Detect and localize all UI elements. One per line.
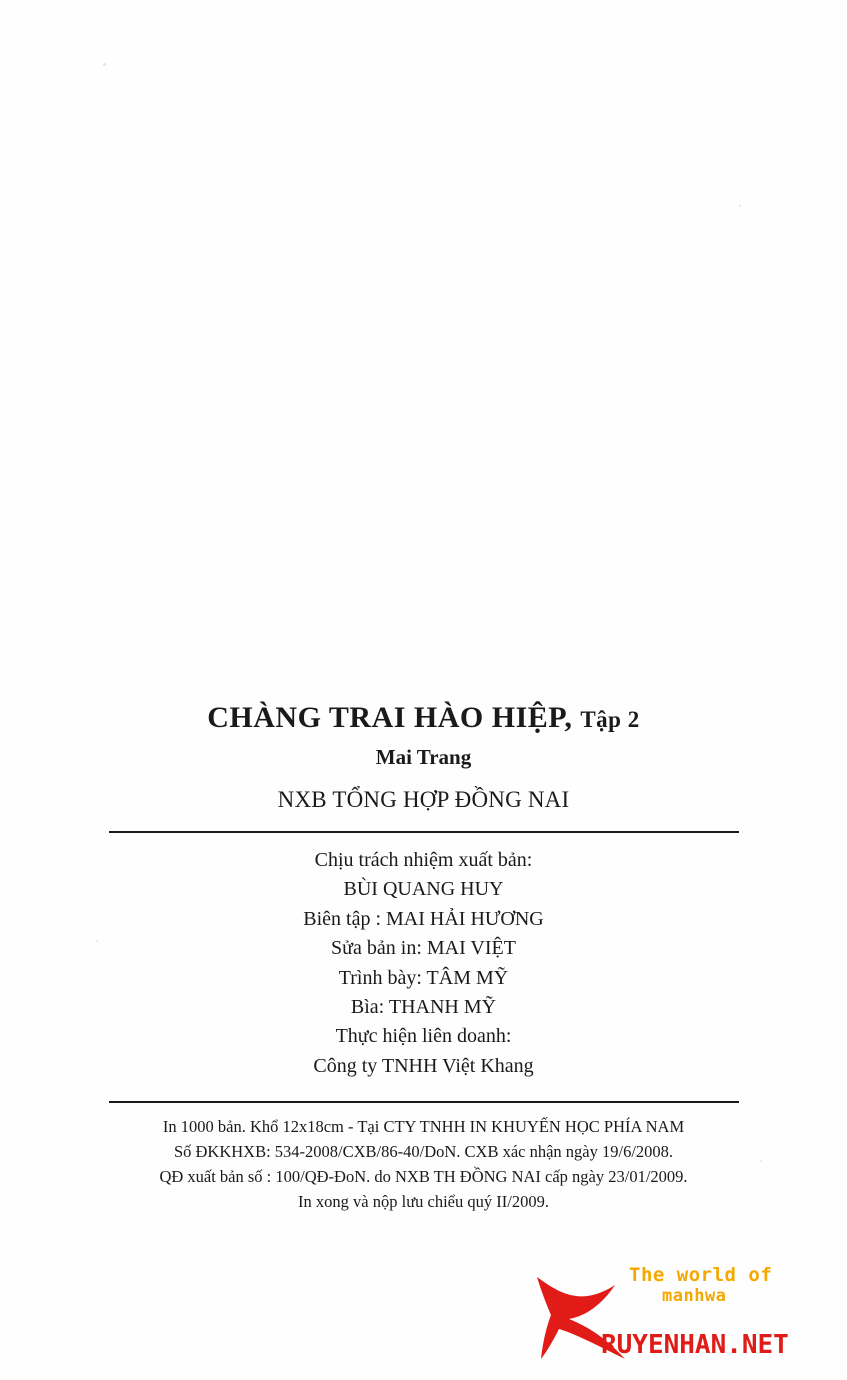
scan-speckle (103, 63, 106, 66)
imprint-line: In xong và nộp lưu chiểu quý II/2009. (298, 1192, 549, 1212)
book-author: Mai Trang (375, 745, 472, 769)
watermark (529, 1258, 829, 1368)
book-title (0, 700, 847, 736)
divider-bottom (109, 1101, 739, 1103)
credit-line: Biên tập : MAI HẢI HƯƠNG (303, 907, 544, 930)
imprint-line: In 1000 bản. Khổ 12x18cm - Tại CTY TNHH IN KHUYẾN HỌC PHÍA NAM (162, 1117, 685, 1137)
imprint-line: QĐ xuất bản số : 100/QĐ-ĐoN. do NXB TH ĐỒNG NAI cấp ngày 23/01/2009. (159, 1167, 688, 1187)
scan-speckle (739, 205, 741, 207)
book-title-text: CHÀNG TRAI HÀO HIỆP, (207, 701, 573, 734)
watermark-site: RUYENHAN.NET (601, 1330, 789, 1360)
imprint-list (0, 1114, 847, 1214)
credit-line: Thực hiện liên doanh: (335, 1025, 512, 1048)
watermark-line-top: The world of (629, 1264, 773, 1286)
colophon-block (0, 700, 847, 1214)
credit-line: Chịu trách nhiệm xuất bản: (314, 849, 533, 871)
credits-list (0, 846, 847, 1081)
book-volume: Tập 2 (580, 707, 640, 732)
imprint-line: Số ĐKKHXB: 534-2008/CXB/86-40/DoN. CXB xác nhận ngày 19/6/2008. (173, 1142, 674, 1162)
publisher-name: NXB TỔNG HỢP ĐỒNG NAI (277, 787, 570, 812)
credit-line: Công ty TNHH Việt Khang (313, 1054, 534, 1077)
divider-top (109, 831, 739, 833)
credit-line: BÙI QUANG HUY (343, 878, 504, 901)
credit-line: Sửa bản in: MAI VIỆT (331, 937, 516, 960)
watermark-line-mid: manhwa (662, 1286, 727, 1306)
credit-line: Trình bày: TÂM MỸ (338, 966, 509, 989)
credit-line: Bìa: THANH MỸ (350, 995, 497, 1018)
